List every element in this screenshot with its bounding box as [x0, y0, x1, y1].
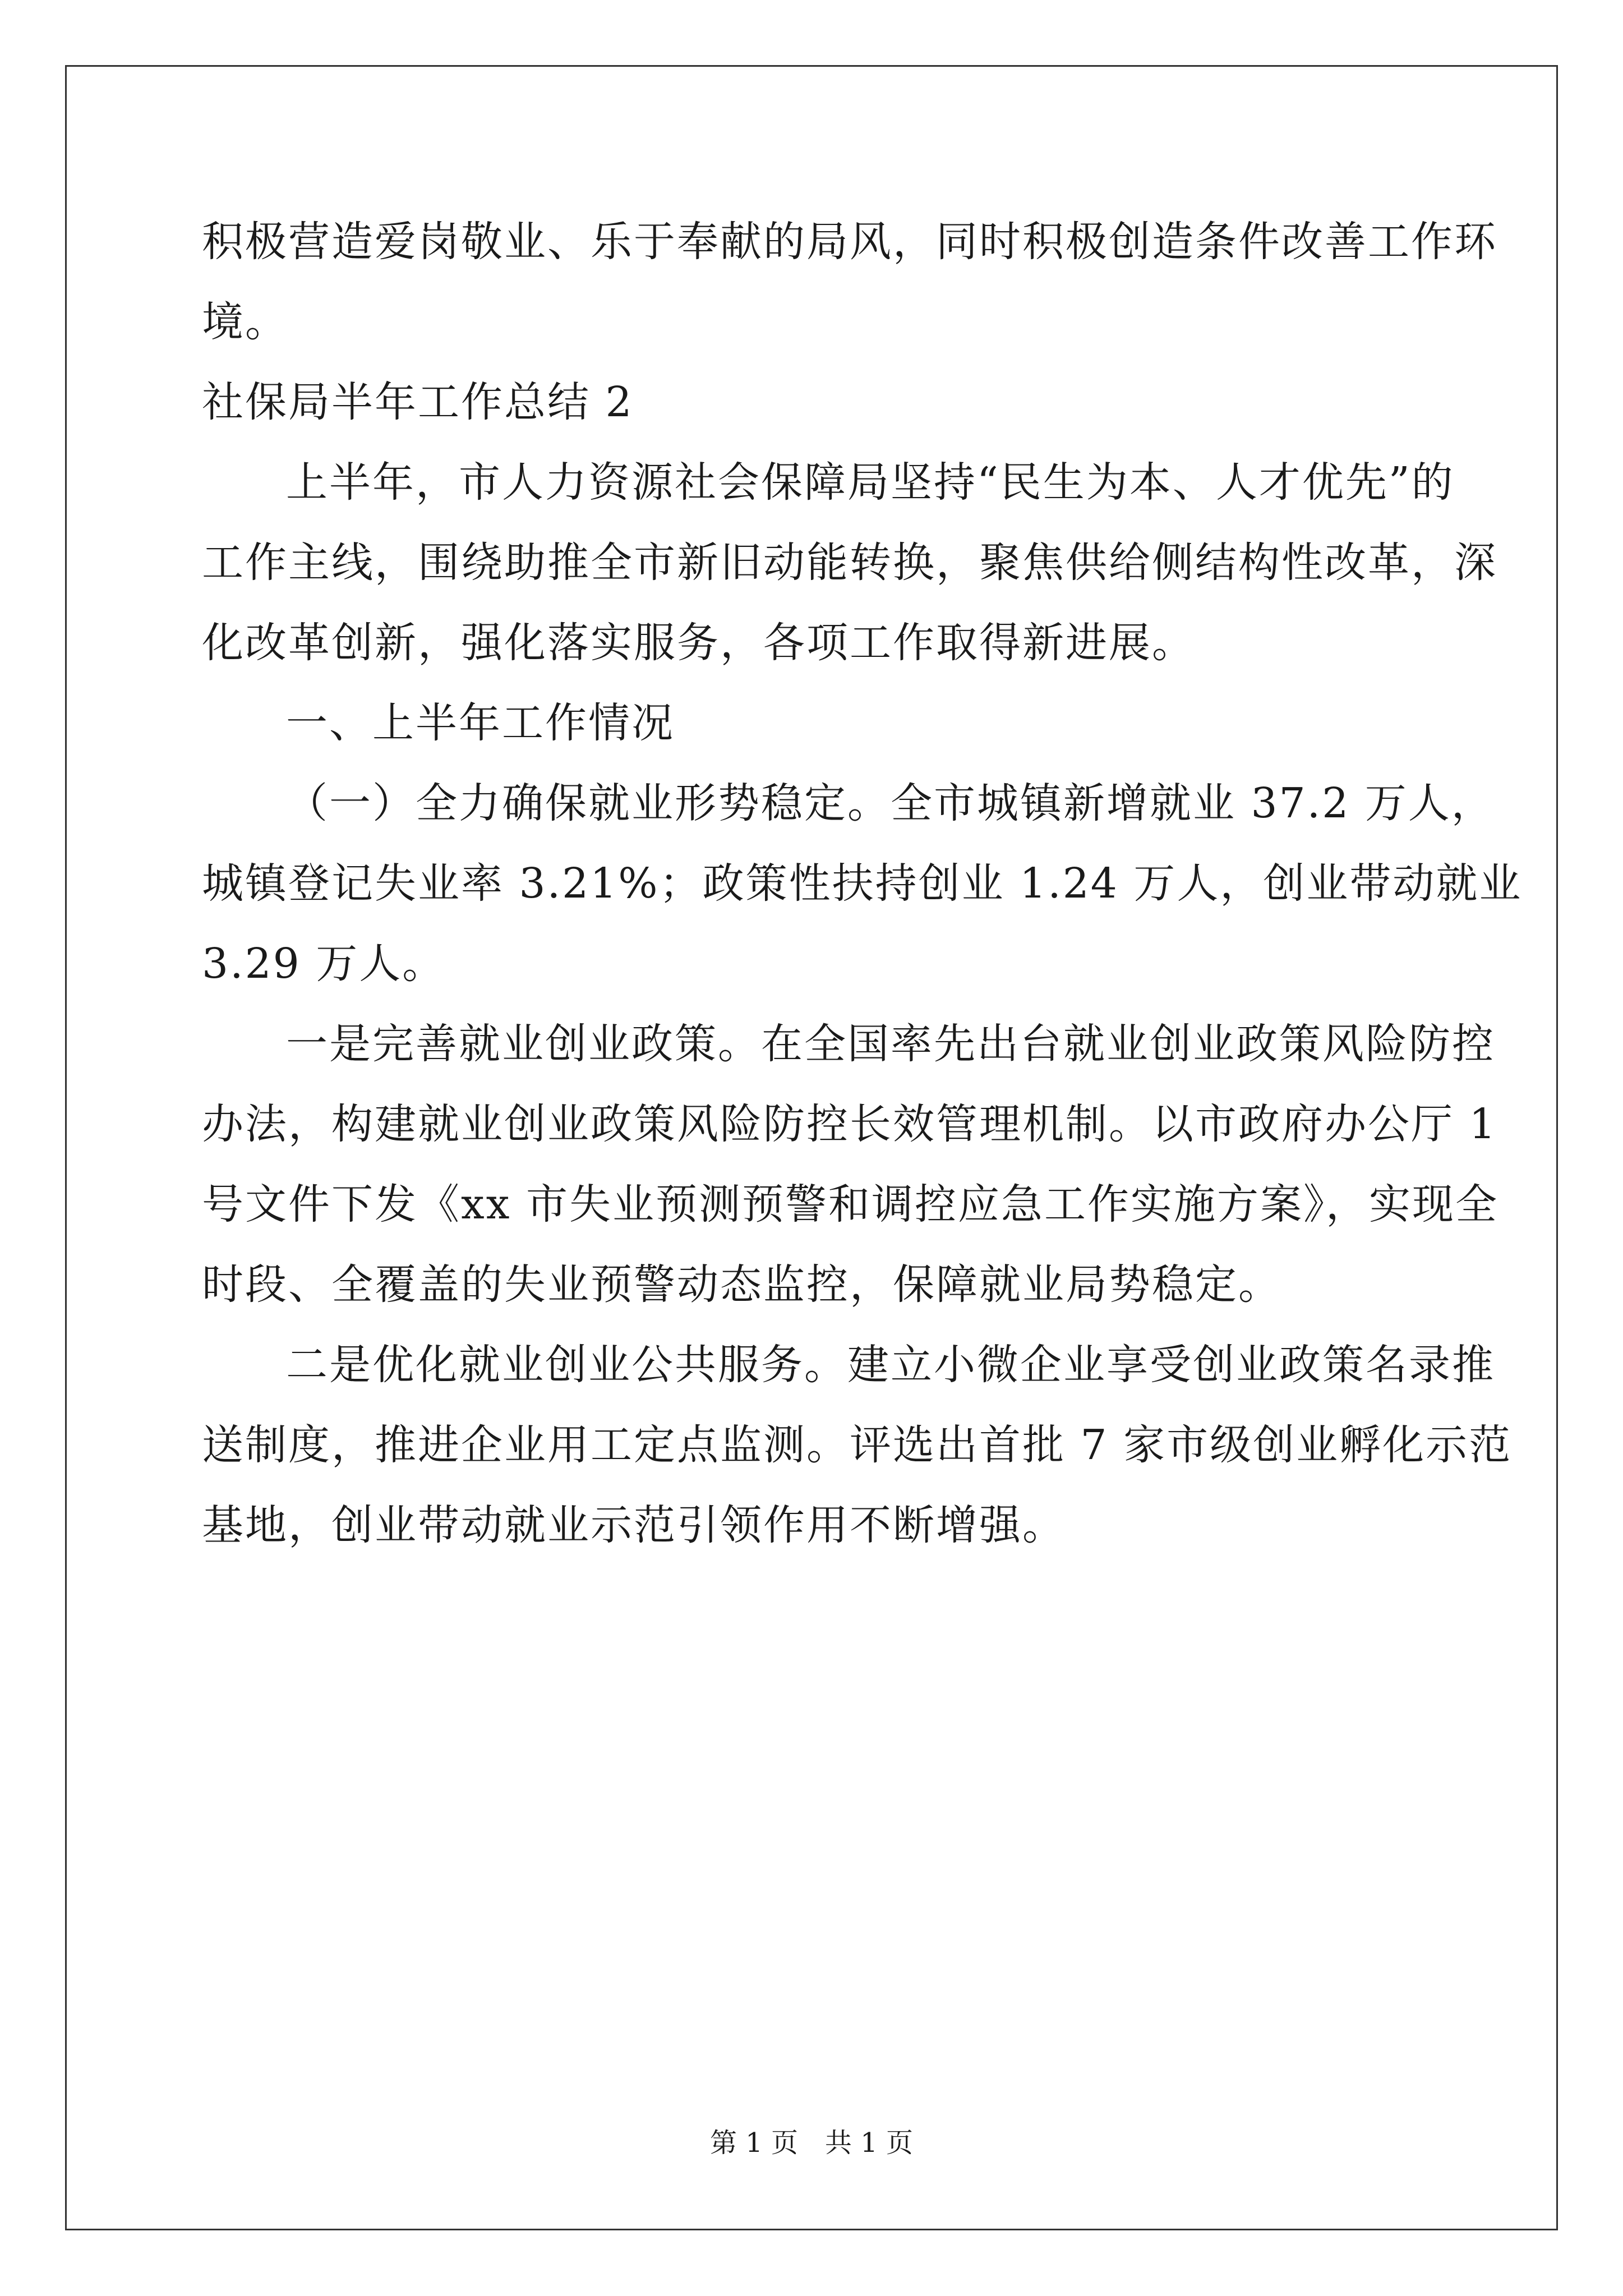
text-line: 上半年，市人力资源社会保障局坚持“民生为本、人才优先”的	[286, 458, 1455, 507]
text-line: 时段、全覆盖的失业预警动态监控，保障就业局势稳定。	[202, 1260, 1281, 1309]
section-heading: 一、上半年工作情况	[286, 699, 675, 747]
text-line: 基地，创业带动就业示范引领作用不断增强。	[202, 1501, 1066, 1549]
text-line: 二是优化就业创业公共服务。建立小微企业享受创业政策名录推	[286, 1341, 1495, 1389]
page-footer: 第 1 页 共 1 页	[709, 2127, 914, 2159]
text-line: 一是完善就业创业政策。在全国率先出台就业创业政策风险防控	[286, 1020, 1495, 1068]
text-line: 化改革创新，强化落实服务，各项工作取得新进展。	[202, 619, 1195, 667]
text-line: 3.29 万人。	[202, 940, 446, 988]
text-line: 城镇登记失业率 3.21%；政策性扶持创业 1.24 万人，创业带动就业	[202, 859, 1523, 908]
text-line: 境。	[202, 298, 288, 346]
text-line: （一）全力确保就业形势稳定。全市城镇新增就业 37.2 万人，	[286, 779, 1495, 827]
text-line: 号文件下发《xx 市失业预测预警和调控应急工作实施方案》，实现全	[202, 1180, 1498, 1228]
text-line: 办法，构建就业创业政策风险防控长效管理机制。以市政府办公厅 1	[202, 1100, 1497, 1148]
text-line: 送制度，推进企业用工定点监测。评选出首批 7 家市级创业孵化示范	[202, 1421, 1513, 1469]
text-line: 工作主线，围绕助推全市新旧动能转换，聚焦供给侧结构性改革，深	[202, 539, 1497, 587]
text-line: 积极营造爱岗敬业、乐于奉献的局风，同时积极创造条件改善工作环	[202, 218, 1497, 266]
document-body	[202, 202, 1523, 1566]
section-title: 社保局半年工作总结 2	[202, 378, 634, 426]
